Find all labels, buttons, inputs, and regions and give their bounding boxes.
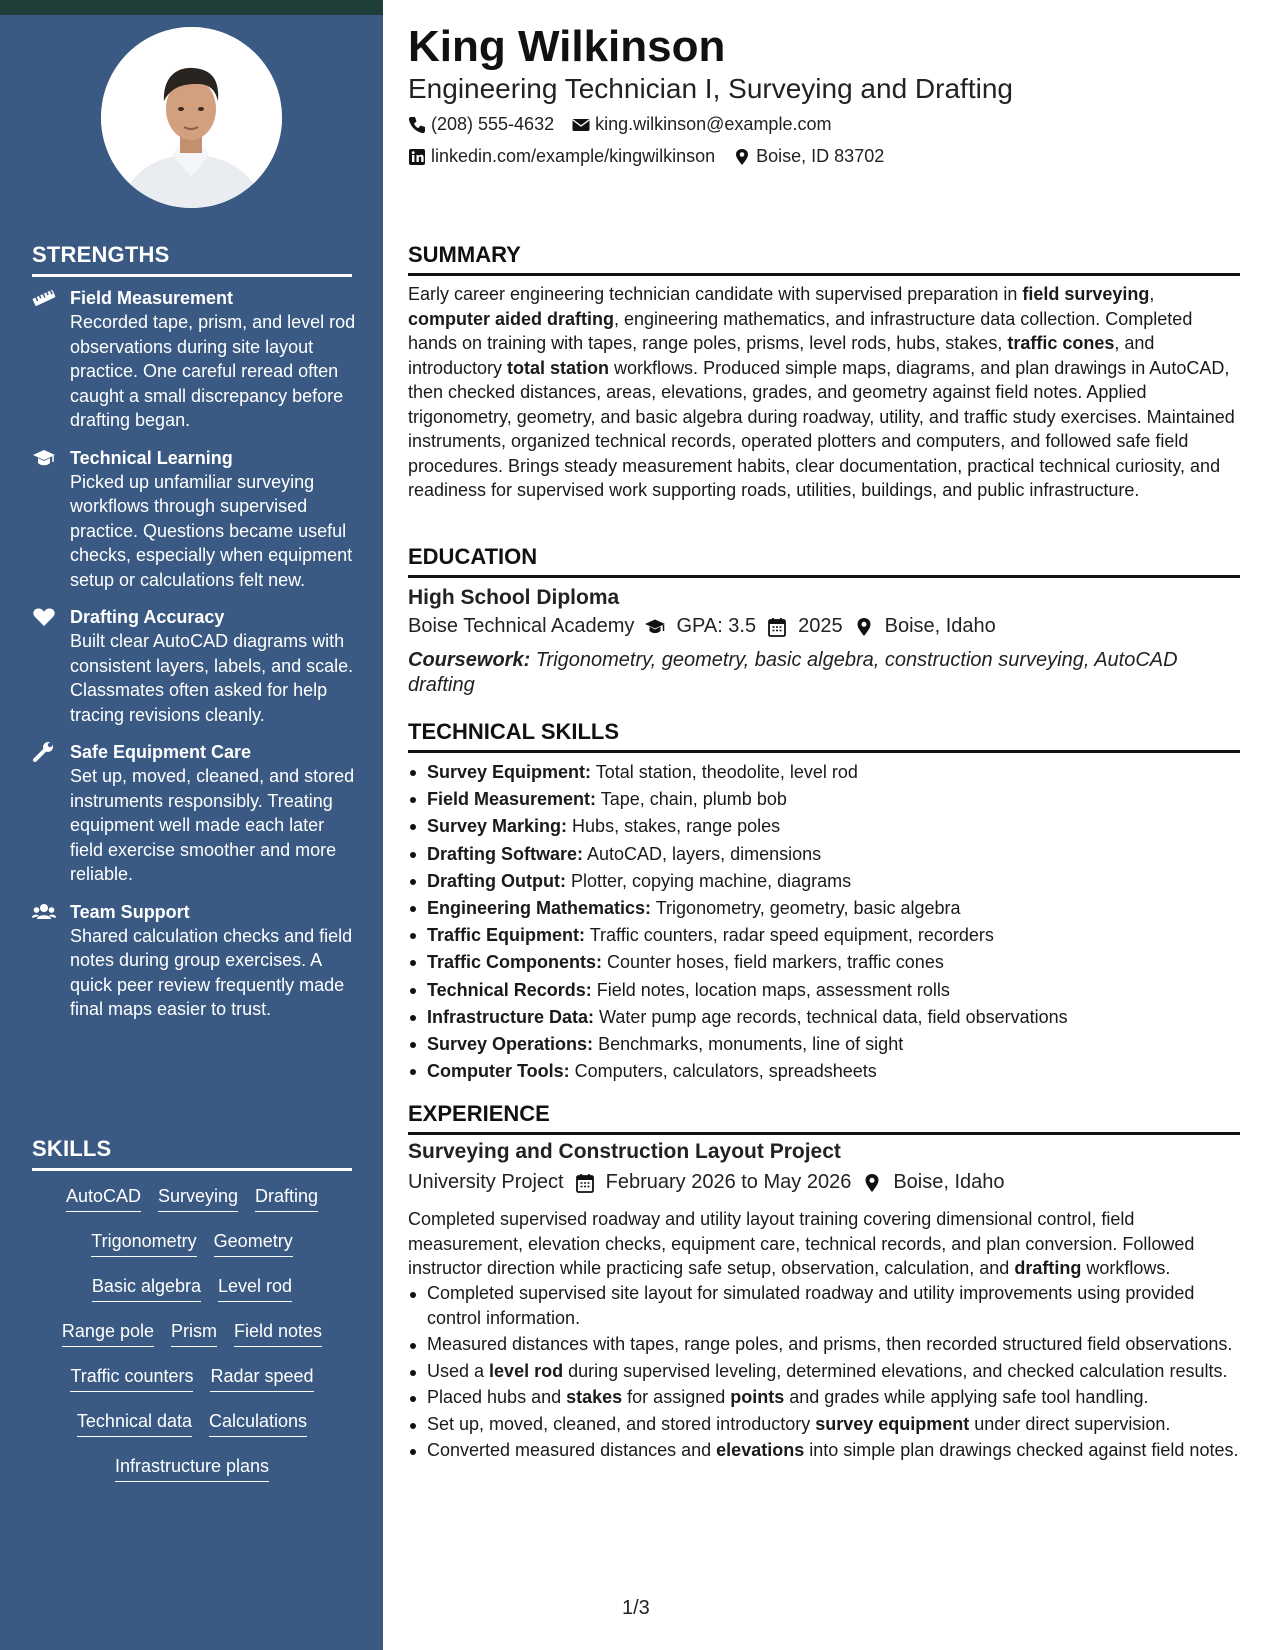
technical-skill-label: Field Measurement: [427, 789, 597, 810]
experience-bullets [408, 1281, 1240, 1465]
strength-description: Recorded tape, prism, and level rod observations during site layout practice. One careful reread often caught a small discrepancy before drafting began. [70, 312, 356, 430]
candidate-name: King Wilkinson [408, 22, 726, 71]
technical-skill-item [408, 1058, 1240, 1085]
skill-tag-row [32, 1229, 352, 1274]
school-name: Boise Technical Academy [408, 615, 635, 637]
technical-skill-item [408, 949, 1240, 976]
education-coursework [408, 648, 1198, 697]
text-run: , [1149, 284, 1155, 304]
envelope-icon [572, 116, 590, 134]
technical-skill-item [408, 759, 1240, 786]
experience-summary [408, 1207, 1240, 1281]
text-run: and grades while applying safe tool handling. [784, 1387, 1149, 1407]
skill-tag: Surveying [158, 1184, 238, 1212]
contact-phone[interactable] [408, 114, 554, 135]
skill-tag: Infrastructure plans [115, 1454, 269, 1482]
phone-icon [408, 116, 426, 134]
skill-tag: Drafting [255, 1184, 318, 1212]
skill-tag-row [32, 1319, 352, 1364]
emphasis-text: field surveying [1022, 284, 1150, 304]
skills-tag-cloud [32, 1184, 352, 1499]
strengths-heading: STRENGTHS [32, 242, 352, 277]
experience-meta [408, 1171, 1005, 1194]
text-run: workflows. [1081, 1258, 1171, 1278]
job-title: Engineering Technician I, Surveying and Drafting [408, 73, 1013, 104]
skill-tag: Range pole [62, 1319, 154, 1347]
skill-tag-row [32, 1454, 352, 1499]
emphasis-text: computer aided drafting [408, 308, 615, 329]
graduation-cap-icon [32, 448, 56, 468]
skill-tag: Radar speed [210, 1364, 313, 1392]
skill-tag: AutoCAD [66, 1184, 141, 1212]
text-run: Placed hubs and [427, 1387, 567, 1407]
emphasis-text: points [730, 1387, 785, 1407]
education-degree: High School Diploma [408, 586, 620, 609]
text-run: Set up, moved, cleaned, and stored introductory [427, 1413, 816, 1434]
text-run: , and introductory [408, 333, 1155, 378]
linkedin-url: linkedin.com/example/kingwilkinson [431, 146, 716, 166]
emphasis-text: survey equipment [815, 1413, 970, 1434]
experience-bullet [408, 1359, 1240, 1384]
technical-skill-value: AutoCAD, layers, dimensions [583, 843, 822, 864]
contact-row [408, 114, 831, 135]
users-icon [32, 902, 56, 922]
experience-bullet [408, 1412, 1240, 1437]
strength-description: Picked up unfamiliar surveying workflows through supervised practice. Questions became useful checks, especially when equipment setup or calculations felt new. [70, 471, 353, 590]
heart-icon [32, 607, 56, 627]
emphasis-text: traffic cones [1007, 333, 1115, 353]
summary-heading: SUMMARY [408, 242, 1240, 276]
technical-skill-label: Engineering Mathematics: [427, 898, 652, 919]
graduation-cap-icon [644, 617, 666, 637]
technical-skill-item [408, 841, 1240, 868]
text-run: Used a [427, 1360, 490, 1381]
skill-tag-row [32, 1184, 352, 1229]
sidebar [0, 0, 383, 1650]
text-run: Early career engineering technician candidate with supervised preparation in [408, 284, 1023, 304]
text-run: for assigned [622, 1387, 731, 1407]
strength-item [32, 605, 358, 727]
technical-skill-value: Benchmarks, monuments, line of sight [593, 1034, 904, 1055]
technical-skill-label: Technical Records: [427, 979, 592, 1000]
education-heading: EDUCATION [408, 544, 1240, 578]
education-meta [408, 615, 996, 638]
map-pin-icon [853, 617, 875, 637]
skill-tag: Prism [171, 1319, 217, 1347]
technical-skill-value: Traffic counters, radar speed equipment, recorders [585, 925, 994, 946]
emphasis-text: drafting [1014, 1258, 1082, 1278]
strength-description: Built clear AutoCAD diagrams with consistent layers, labels, and scale. Classmates often asked for help tracing revisions cleanly. [70, 631, 354, 725]
technical-skill-value: Hubs, stakes, range poles [567, 816, 781, 837]
emphasis-text: stakes [566, 1387, 623, 1407]
ruler-icon [32, 288, 56, 308]
technical-skill-value: Computers, calculators, spreadsheets [569, 1061, 877, 1082]
map-pin-icon [733, 148, 751, 166]
skill-tag-row [32, 1364, 352, 1409]
experience-dates: February 2026 to May 2026 [605, 1171, 852, 1193]
summary-text [408, 282, 1240, 503]
text-run: during supervised leveling, determined elevations, and checked calculation results. [563, 1360, 1228, 1381]
text-run: Completed supervised roadway and utility layout training covering dimensional control, field measurement, elevation checks, equipment care, technical records, and plan conversion. Followed instructor direction while practicing safe setup, observation, calculation, and [408, 1209, 1195, 1278]
strength-item [32, 900, 358, 1022]
phone-number: (208) 555-4632 [431, 114, 555, 134]
contact-email[interactable] [572, 114, 831, 135]
technical-skill-item [408, 922, 1240, 949]
strength-description: Set up, moved, cleaned, and stored instruments responsibly. Treating equipment well made each later field exercise smoother and more reliable. [70, 766, 355, 884]
technical-skill-item [408, 977, 1240, 1004]
page-number: 1/3 [622, 1597, 650, 1619]
sidebar-top-bar [0, 0, 383, 15]
technical-skill-value: Plotter, copying machine, diagrams [565, 870, 852, 891]
text-run: under direct supervision. [969, 1413, 1171, 1434]
strength-description: Shared calculation checks and field notes during group exercises. A quick peer review frequently made final maps easier to trust. [70, 925, 353, 1019]
technical-skill-label: Infrastructure Data: [427, 1006, 595, 1027]
education-location: Boise, Idaho [884, 615, 996, 637]
skill-tag: Traffic counters [70, 1364, 193, 1392]
technical-skill-item [408, 868, 1240, 895]
coursework-text: Trigonometry, geometry, basic algebra, construction surveying, AutoCAD drafting [408, 649, 1178, 696]
technical-skill-label: Traffic Components: [427, 952, 603, 973]
technical-skill-label: Drafting Software: [427, 843, 584, 864]
skill-tag: Geometry [214, 1229, 293, 1257]
strength-title: Safe Equipment Care [70, 742, 252, 762]
text-run: Converted measured distances and [427, 1440, 717, 1460]
skill-tag-row [32, 1409, 352, 1454]
technical-skill-label: Survey Marking: [427, 816, 568, 837]
text-run: Measured distances with tapes, range poles, and prisms, then recorded structured field observations. [427, 1334, 1233, 1354]
skill-tag: Level rod [218, 1274, 292, 1302]
technical-skill-value: Field notes, location maps, assessment rolls [591, 979, 950, 1000]
strength-title: Drafting Accuracy [70, 607, 225, 627]
emphasis-text: elevations [716, 1440, 805, 1460]
strength-item [32, 286, 358, 433]
strength-title: Team Support [70, 901, 190, 922]
map-pin-icon [861, 1173, 883, 1193]
location-text: Boise, ID 83702 [756, 146, 885, 166]
linkedin-icon [408, 148, 426, 166]
contact-row [408, 146, 884, 167]
strength-title: Technical Learning [70, 447, 233, 468]
experience-organization: University Project [408, 1171, 564, 1193]
technical-skill-label: Traffic Equipment: [427, 925, 586, 946]
skills-heading: SKILLS [32, 1136, 352, 1171]
skill-tag-row [32, 1274, 352, 1319]
experience-heading: EXPERIENCE [408, 1101, 1240, 1135]
wrench-icon [32, 742, 56, 762]
skill-tag: Technical data [77, 1409, 192, 1437]
skill-tag: Calculations [209, 1409, 307, 1437]
experience-bullet [408, 1281, 1240, 1330]
email-address: king.wilkinson@example.com [595, 114, 832, 134]
profile-photo [101, 27, 282, 208]
technical-skills-heading: TECHNICAL SKILLS [408, 719, 1240, 753]
experience-bullet [408, 1438, 1240, 1463]
technical-skill-value: Trigonometry, geometry, basic algebra [651, 898, 961, 919]
technical-skill-label: Survey Operations: [427, 1034, 594, 1055]
calendar-icon [574, 1173, 596, 1193]
technical-skill-value: Counter hoses, field markers, traffic cones [602, 952, 944, 973]
experience-location: Boise, Idaho [893, 1171, 1005, 1193]
technical-skill-item [408, 1031, 1240, 1058]
strength-item [32, 446, 358, 593]
strengths-list [32, 286, 358, 1035]
text-run: , engineering mathematics, and infrastructure data collection. Completed hands on training with tapes, range poles, prisms, level rods, hubs, stakes, [408, 308, 1193, 353]
technical-skill-value: Tape, chain, plumb bob [596, 789, 787, 810]
technical-skill-item [408, 786, 1240, 813]
strength-title: Field Measurement [70, 288, 234, 308]
text-run: Completed supervised site layout for simulated roadway and utility improvements using provided control information. [427, 1283, 1195, 1328]
technical-skill-item [408, 813, 1240, 840]
technical-skill-item [408, 895, 1240, 922]
text-run: workflows. Produced simple maps, diagrams, and plan drawings in AutoCAD, then checked distances, areas, elevations, grades, and geometry against field notes. Applied trigonometry, geometry, and basic algebra during roadway, utility, and traffic study exercises. Maintained instruments, organized technical records, operated plotters and computers, and followed safe field procedures. Brings steady measurement habits, clear documentation, practical technical curiosity, and readiness for supervised work supporting roads, utilities, buildings, and public infrastructure. [408, 357, 1235, 500]
strength-item [32, 740, 358, 887]
emphasis-text: total station [507, 357, 610, 378]
technical-skill-label: Drafting Output: [427, 870, 566, 891]
emphasis-text: level rod [489, 1360, 564, 1381]
graduation-year: 2025 [798, 615, 843, 637]
contact-linkedin[interactable] [408, 146, 715, 167]
gpa: GPA: 3.5 [676, 615, 757, 637]
skill-tag: Basic algebra [92, 1274, 201, 1302]
technical-skill-label: Survey Equipment: [427, 762, 592, 782]
technical-skill-item [408, 1004, 1240, 1031]
technical-skill-value: Total station, theodolite, level rod [591, 762, 858, 782]
text-run: into simple plan drawings checked against field notes. [804, 1440, 1239, 1460]
skill-tag: Trigonometry [91, 1229, 196, 1257]
contact-location [733, 146, 884, 167]
experience-bullet [408, 1332, 1240, 1357]
coursework-label: Coursework: [408, 649, 531, 671]
skill-tag: Field notes [234, 1319, 322, 1347]
technical-skill-value: Water pump age records, technical data, field observations [594, 1006, 1068, 1027]
calendar-icon [766, 617, 788, 637]
experience-title: Surveying and Construction Layout Project [408, 1140, 841, 1163]
profile-photo-image [101, 27, 282, 208]
technical-skill-label: Computer Tools: [427, 1061, 570, 1082]
experience-bullet [408, 1385, 1240, 1410]
technical-skills-list [408, 759, 1240, 1085]
